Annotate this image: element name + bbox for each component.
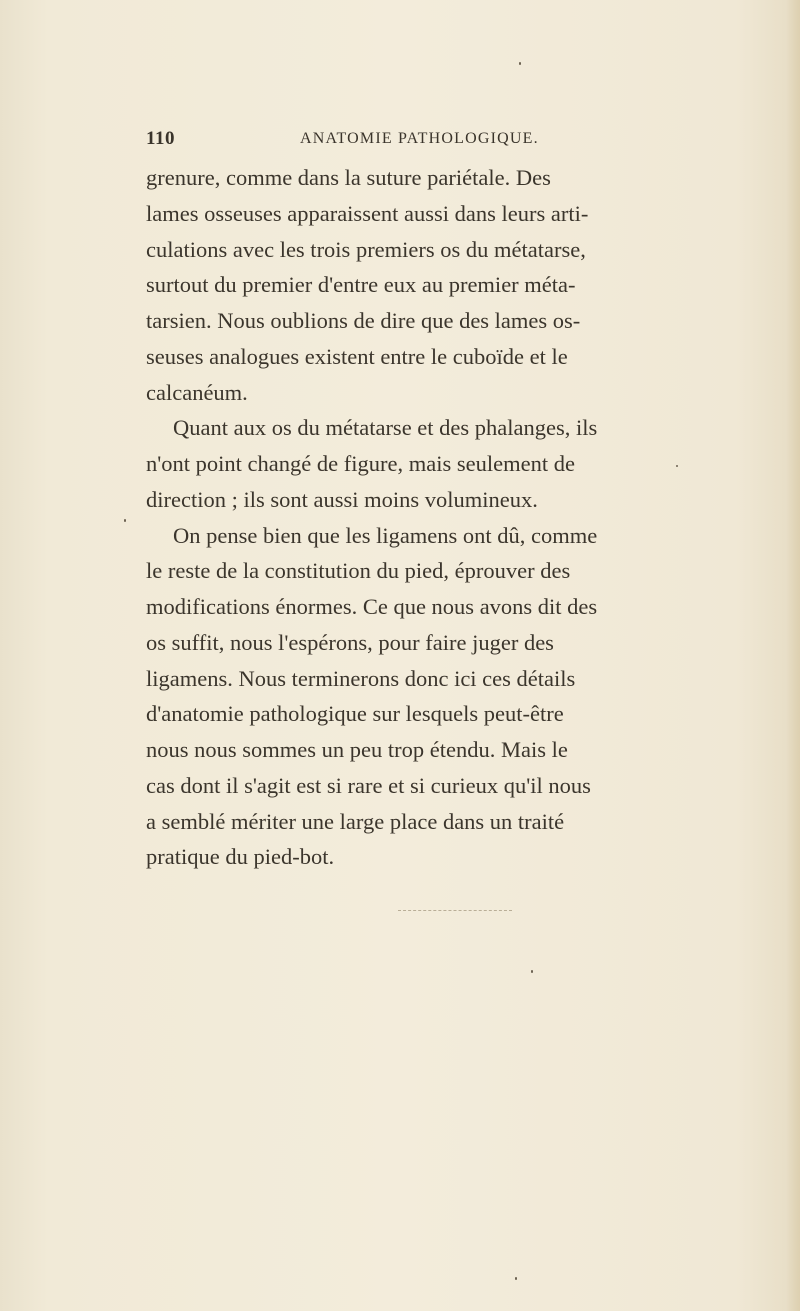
paragraph [146, 410, 746, 517]
text-line: os suffit, nous l'espérons, pour faire juger des [146, 629, 554, 655]
text-line: ligamens. Nous terminerons donc ici ces détails [146, 665, 576, 691]
text-line: seuses analogues existent entre le cuboïde et le [146, 343, 568, 369]
page-header [146, 128, 626, 158]
body-text [146, 160, 746, 875]
ink-speck [124, 519, 126, 522]
text-line: Quant aux os du métatarse et des phalanges, ils [173, 415, 598, 441]
text-line: tarsien. Nous oublions de dire que des lames os- [146, 308, 581, 333]
paragraph [146, 518, 746, 876]
bleed-through-rule [398, 910, 512, 911]
text-line: culations avec les trois premiers os du métatarse, [146, 236, 586, 262]
ink-speck [676, 465, 678, 467]
ink-speck [519, 62, 521, 65]
text-line: d'anatomie pathologique sur lesquels peut-être [146, 701, 564, 727]
text-line: On pense bien que les ligamens ont dû, comme [173, 522, 598, 548]
paragraph [146, 160, 746, 410]
ink-speck [515, 1277, 517, 1280]
text-line: pratique du pied-bot. [146, 844, 335, 870]
text-line: modifications énormes. Ce que nous avons dit des [146, 594, 598, 619]
running-head: ANATOMIE PATHOLOGIQUE. [300, 130, 539, 147]
text-line: le reste de la constitution du pied, éprouver des [146, 558, 571, 584]
page-number: 110 [146, 128, 175, 149]
text-line: a semblé mériter une large place dans un traité [146, 808, 565, 834]
text-line: lames osseuses apparaissent aussi dans leurs arti- [146, 200, 589, 226]
text-line: calcanéum. [146, 379, 248, 405]
text-line: grenure, comme dans la suture pariétale. Des [146, 165, 551, 190]
text-line: n'ont point changé de figure, mais seulement de [146, 451, 575, 476]
text-line: direction ; ils sont aussi moins volumineux. [146, 486, 538, 512]
page-edge-shadow [786, 0, 800, 1311]
text-line: nous nous sommes un peu trop étendu. Mais le [146, 737, 568, 762]
ink-speck [531, 970, 533, 973]
text-line: cas dont il s'agit est si rare et si curieux qu'il nous [146, 772, 591, 798]
text-line: surtout du premier d'entre eux au premier méta- [146, 272, 576, 298]
